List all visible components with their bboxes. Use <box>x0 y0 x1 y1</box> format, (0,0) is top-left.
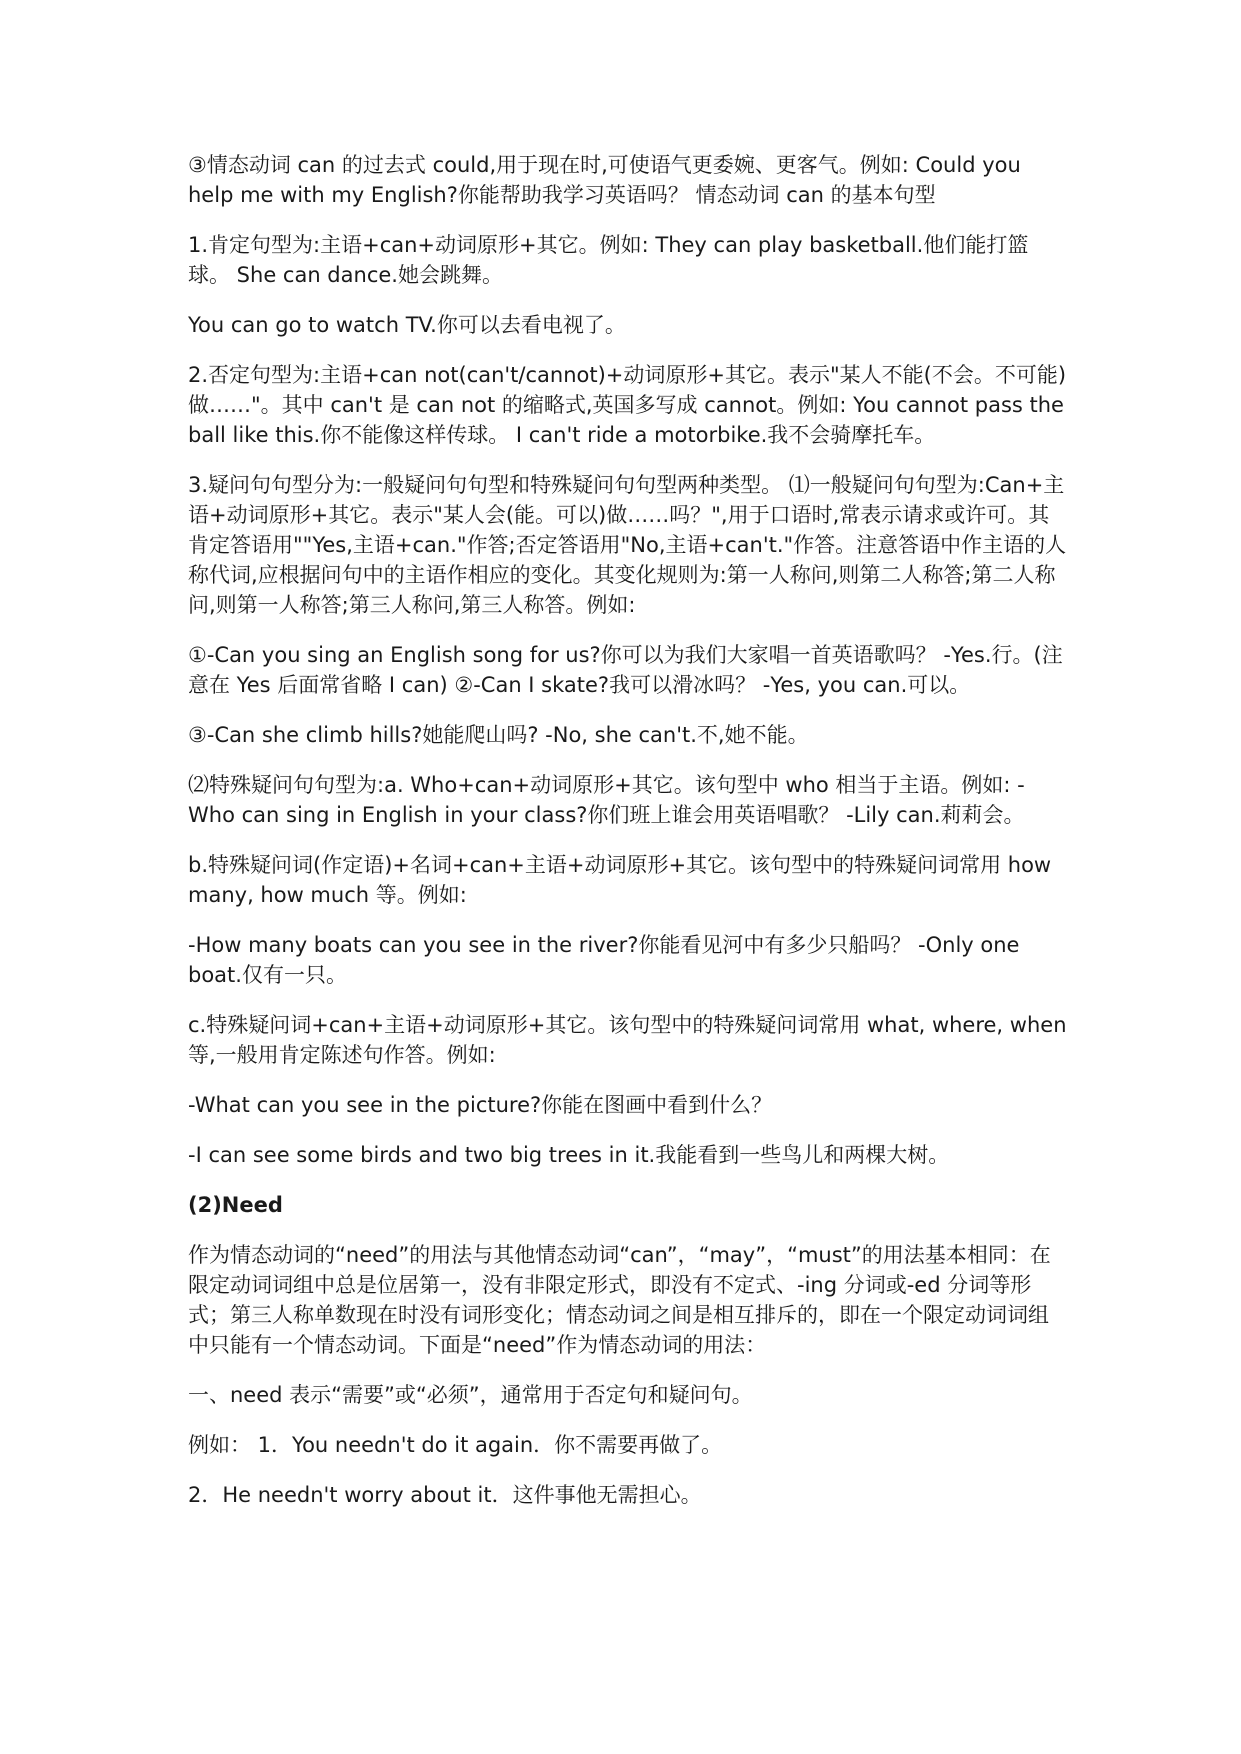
paragraph-negative: 2.否定句型为:主语+can not(can't/cannot)+动词原形+其它。表示"某人不能(不会。不可能)做……"。其中 can't 是 can not 的缩略式,英国多写成 cannot。例如: You cannot pass the ball like this.你不能像这样传球。 I can't ride a motorbike.我不会骑摩托车。 <box>188 363 1067 447</box>
paragraph-example-birds: -I can see some birds and two big trees in it.我能看到一些鸟儿和两棵大树。 <box>188 1143 950 1167</box>
paragraph-could: ③情态动词 can 的过去式 could,用于现在时,可使语气更委婉、更客气。例如: Could you help me with my English?你能帮助我学习英语吗？ 情态动词 can 的基本句型 <box>188 153 1021 207</box>
paragraph-example-boats: -How many boats can you see in the river?你能看见河中有多少只船吗？ -Only one boat.仅有一只。 <box>188 933 1020 987</box>
paragraph-need-example-2: 2．He needn't worry about it．这件事他无需担心。 <box>188 1483 702 1507</box>
paragraph-example-climb: ③-Can she climb hills?她能爬山吗? -No, she can't.不,她不能。 <box>188 723 809 747</box>
paragraph-watch-tv: You can go to watch TV.你可以去看电视了。 <box>188 313 626 337</box>
paragraph-interrogative: 3.疑问句句型分为:一般疑问句句型和特殊疑问句句型两种类型。 ⑴一般疑问句句型为:Can+主语+动词原形+其它。表示"某人会(能。可以)做……吗？",用于口语时,常表示请求或许可。其肯定答语用""Yes,主语+can."作答;否定答语用"No,主语+can't."作答。注意答语中作主语的人称代词,应根据问句中的主语作相应的变化。其变化规则为:第一人称问,则第二人称答;第二人称问,则第一人称答;第三人称问,第三人称答。例如: <box>188 473 1067 617</box>
paragraph-special-b: b.特殊疑问词(作定语)+名词+can+主语+动词原形+其它。该句型中的特殊疑问词常用 how many, how much 等。例如: <box>188 853 1052 907</box>
paragraph-need-usage: 一、need 表示“需要”或“必须”，通常用于否定句和疑问句。 <box>188 1383 753 1407</box>
paragraph-affirmative: 1.肯定句型为:主语+can+动词原形+其它。例如: They can play basketball.他们能打篮球。 She can dance.她会跳舞。 <box>188 233 1029 287</box>
document-page <box>188 150 1068 1530</box>
section-heading-need: (2)Need <box>188 1193 283 1217</box>
paragraph-example-picture: -What can you see in the picture?你能在图画中看到什么？ <box>188 1093 773 1117</box>
paragraph-special-who: ⑵特殊疑问句句型为:a. Who+can+动词原形+其它。该句型中 who 相当于主语。例如: -Who can sing in English in your class?你们班上谁会用英语唱歌？ -Lily can.莉莉会。 <box>188 773 1025 827</box>
paragraph-special-c: c.特殊疑问词+can+主语+动词原形+其它。该句型中的特殊疑问词常用 what, where, when 等,一般用肯定陈述句作答。例如: <box>188 1013 1067 1067</box>
paragraph-need-example-1: 例如： 1．You needn't do it again．你不需要再做了。 <box>188 1433 723 1457</box>
paragraph-need-intro: 作为情态动词的“need”的用法与其他情态动词“can”，“may”，“must”的用法基本相同：在限定动词词组中总是位居第一，没有非限定形式，即没有不定式、-ing 分词或-ed 分词等形式；第三人称单数现在时没有词形变化；情态动词之间是相互排斥的，即在一个限定动词词组中只能有一个情态动词。下面是“need”作为情态动词的用法： <box>188 1243 1051 1357</box>
paragraph-example-sing: ①-Can you sing an English song for us?你可以为我们大家唱一首英语歌吗？ -Yes.行。(注意在 Yes 后面常省略 I can) ②-Can I skate?我可以滑冰吗？ -Yes, you can.可以。 <box>188 643 1063 697</box>
